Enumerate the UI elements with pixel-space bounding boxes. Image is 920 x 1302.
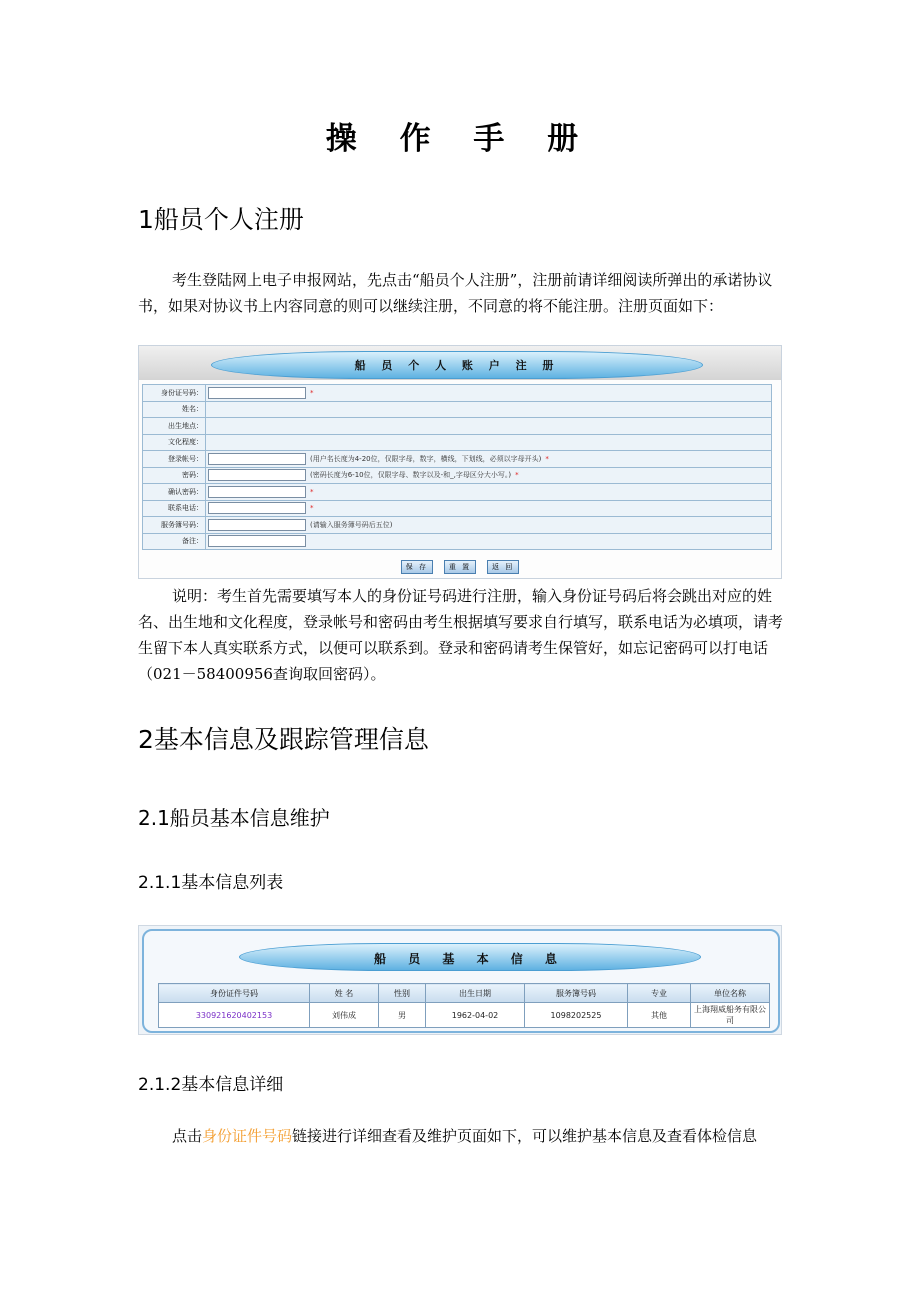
reset-button[interactable]: 重 置: [444, 560, 476, 574]
detail-suffix: 链接进行详细查看及维护页面如下，可以维护基本信息及查看体检信息: [292, 1127, 758, 1145]
registration-banner: [139, 346, 781, 380]
detail-paragraph: [138, 1123, 784, 1149]
registration-intro-paragraph: 考生登陆网上电子申报网站，先点击“船员个人注册”，注册前请详细阅读所弹出的承诺协议书，如果对协议书上内容同意的则可以继续注册，不同意的将不能注册。注册页面如下：: [138, 271, 773, 315]
column-header: 性别: [379, 984, 426, 1003]
form-value-cell: [206, 385, 772, 402]
form-hint: (请输入服务簿号码后五位): [310, 520, 393, 529]
form-hint: (用户名长度为4-20位，仅限字母，数字，横线，下划线，必须以字母开头): [310, 454, 542, 463]
form-label: 备注：: [143, 533, 206, 550]
basic-info-screenshot: [138, 925, 782, 1035]
form-row: [143, 484, 772, 501]
registration-title: 船 员 个 人 账 户 注 册: [354, 359, 560, 372]
detail-prefix: 点击: [172, 1127, 203, 1145]
basic-info-title-tab: [239, 943, 701, 971]
form-row: [143, 500, 772, 517]
required-marker: *: [515, 471, 519, 480]
form-row: [143, 517, 772, 534]
required-marker: *: [310, 388, 314, 397]
registration-screenshot: [138, 345, 782, 579]
document-title: 操 作 手 册: [325, 121, 595, 157]
form-label: 联系电话：: [143, 500, 206, 517]
form-input[interactable]: [208, 387, 306, 399]
form-input[interactable]: [208, 453, 306, 465]
column-header: 单位名称: [691, 984, 770, 1003]
form-row: [143, 385, 772, 402]
form-label: 文化程度：: [143, 434, 206, 451]
form-hint: (密码长度为6-10位，仅限字母、数字以及-和_,字母区分大小写。): [310, 471, 512, 480]
column-header: 专业: [628, 984, 691, 1003]
subsection-heading-detail: 2.1.2基本信息详细: [138, 1075, 284, 1095]
registration-title-tab: [211, 351, 703, 379]
column-header: 出生日期: [426, 984, 525, 1003]
name-cell: 刘伟成: [310, 1003, 379, 1028]
form-input[interactable]: [208, 519, 306, 531]
form-row: [143, 533, 772, 550]
id-number-link-text: 身份证件号码: [202, 1127, 293, 1145]
gender-cell: 男: [379, 1003, 426, 1028]
column-header: 服务簿号码: [525, 984, 628, 1003]
registration-buttons: [139, 554, 781, 574]
form-value-cell: [206, 418, 772, 435]
form-input[interactable]: [208, 535, 306, 547]
form-input[interactable]: [208, 502, 306, 514]
form-value-cell: [206, 467, 772, 484]
form-row: [143, 451, 772, 468]
id-number-cell[interactable]: [159, 1003, 310, 1028]
required-marker: *: [545, 454, 549, 463]
subsection-heading-maintenance: 2.1船员基本信息维护: [138, 806, 330, 830]
id-number-link[interactable]: 330921620402153: [195, 1010, 273, 1020]
registration-form: [142, 384, 772, 550]
registration-note-paragraph: 说明：考生首先需要填写本人的身份证号码进行注册，输入身份证号码后将会跳出对应的姓名、出生地和文化程度，登录帐号和密码由考生根据填写要求自行填写，联系电话为必填项，请考生留下本人真实联系方式，以便可以联系到。登录和密码请考生保管好，如忘记密码可以打电话（021－58400956查询取回密码）。: [138, 587, 784, 683]
back-button[interactable]: 返 回: [487, 560, 519, 574]
form-row: [143, 467, 772, 484]
form-value-cell: [206, 401, 772, 418]
form-value-cell: [206, 517, 772, 534]
major-cell: 其他: [628, 1003, 691, 1028]
form-row: [143, 434, 772, 451]
section-heading-registration: 1船员个人注册: [138, 205, 304, 234]
birth-date-cell: 1962-04-02: [426, 1003, 525, 1028]
basic-info-table: [158, 983, 770, 1028]
table-row: [159, 1003, 770, 1028]
basic-info-title: 船 员 基 本 信 息: [374, 952, 566, 966]
form-label: 确认密码：: [143, 484, 206, 501]
form-label: 登录帐号：: [143, 451, 206, 468]
form-label: 姓名：: [143, 401, 206, 418]
form-value-cell: [206, 500, 772, 517]
save-button[interactable]: 保 存: [401, 560, 433, 574]
company-cell: 上海翔威船务有限公司: [691, 1003, 770, 1028]
column-header: 身份证件号码: [159, 984, 310, 1003]
form-label: 密码：: [143, 467, 206, 484]
form-label: 身份证号码：: [143, 385, 206, 402]
service-number-cell: 1098202525: [525, 1003, 628, 1028]
subsection-heading-list: 2.1.1基本信息列表: [138, 873, 284, 893]
form-label: 出生地点：: [143, 418, 206, 435]
section-heading-basic-info: 2基本信息及跟踪管理信息: [138, 725, 429, 754]
form-input[interactable]: [208, 486, 306, 498]
form-value-cell: [206, 434, 772, 451]
column-header: 姓 名: [310, 984, 379, 1003]
form-value-cell: [206, 484, 772, 501]
form-input[interactable]: [208, 469, 306, 481]
required-marker: *: [310, 487, 314, 496]
form-row: [143, 418, 772, 435]
form-row: [143, 401, 772, 418]
form-value-cell: [206, 533, 772, 550]
required-marker: *: [310, 504, 314, 513]
form-label: 服务簿号码：: [143, 517, 206, 534]
basic-info-frame: [142, 929, 780, 1033]
form-value-cell: [206, 451, 772, 468]
